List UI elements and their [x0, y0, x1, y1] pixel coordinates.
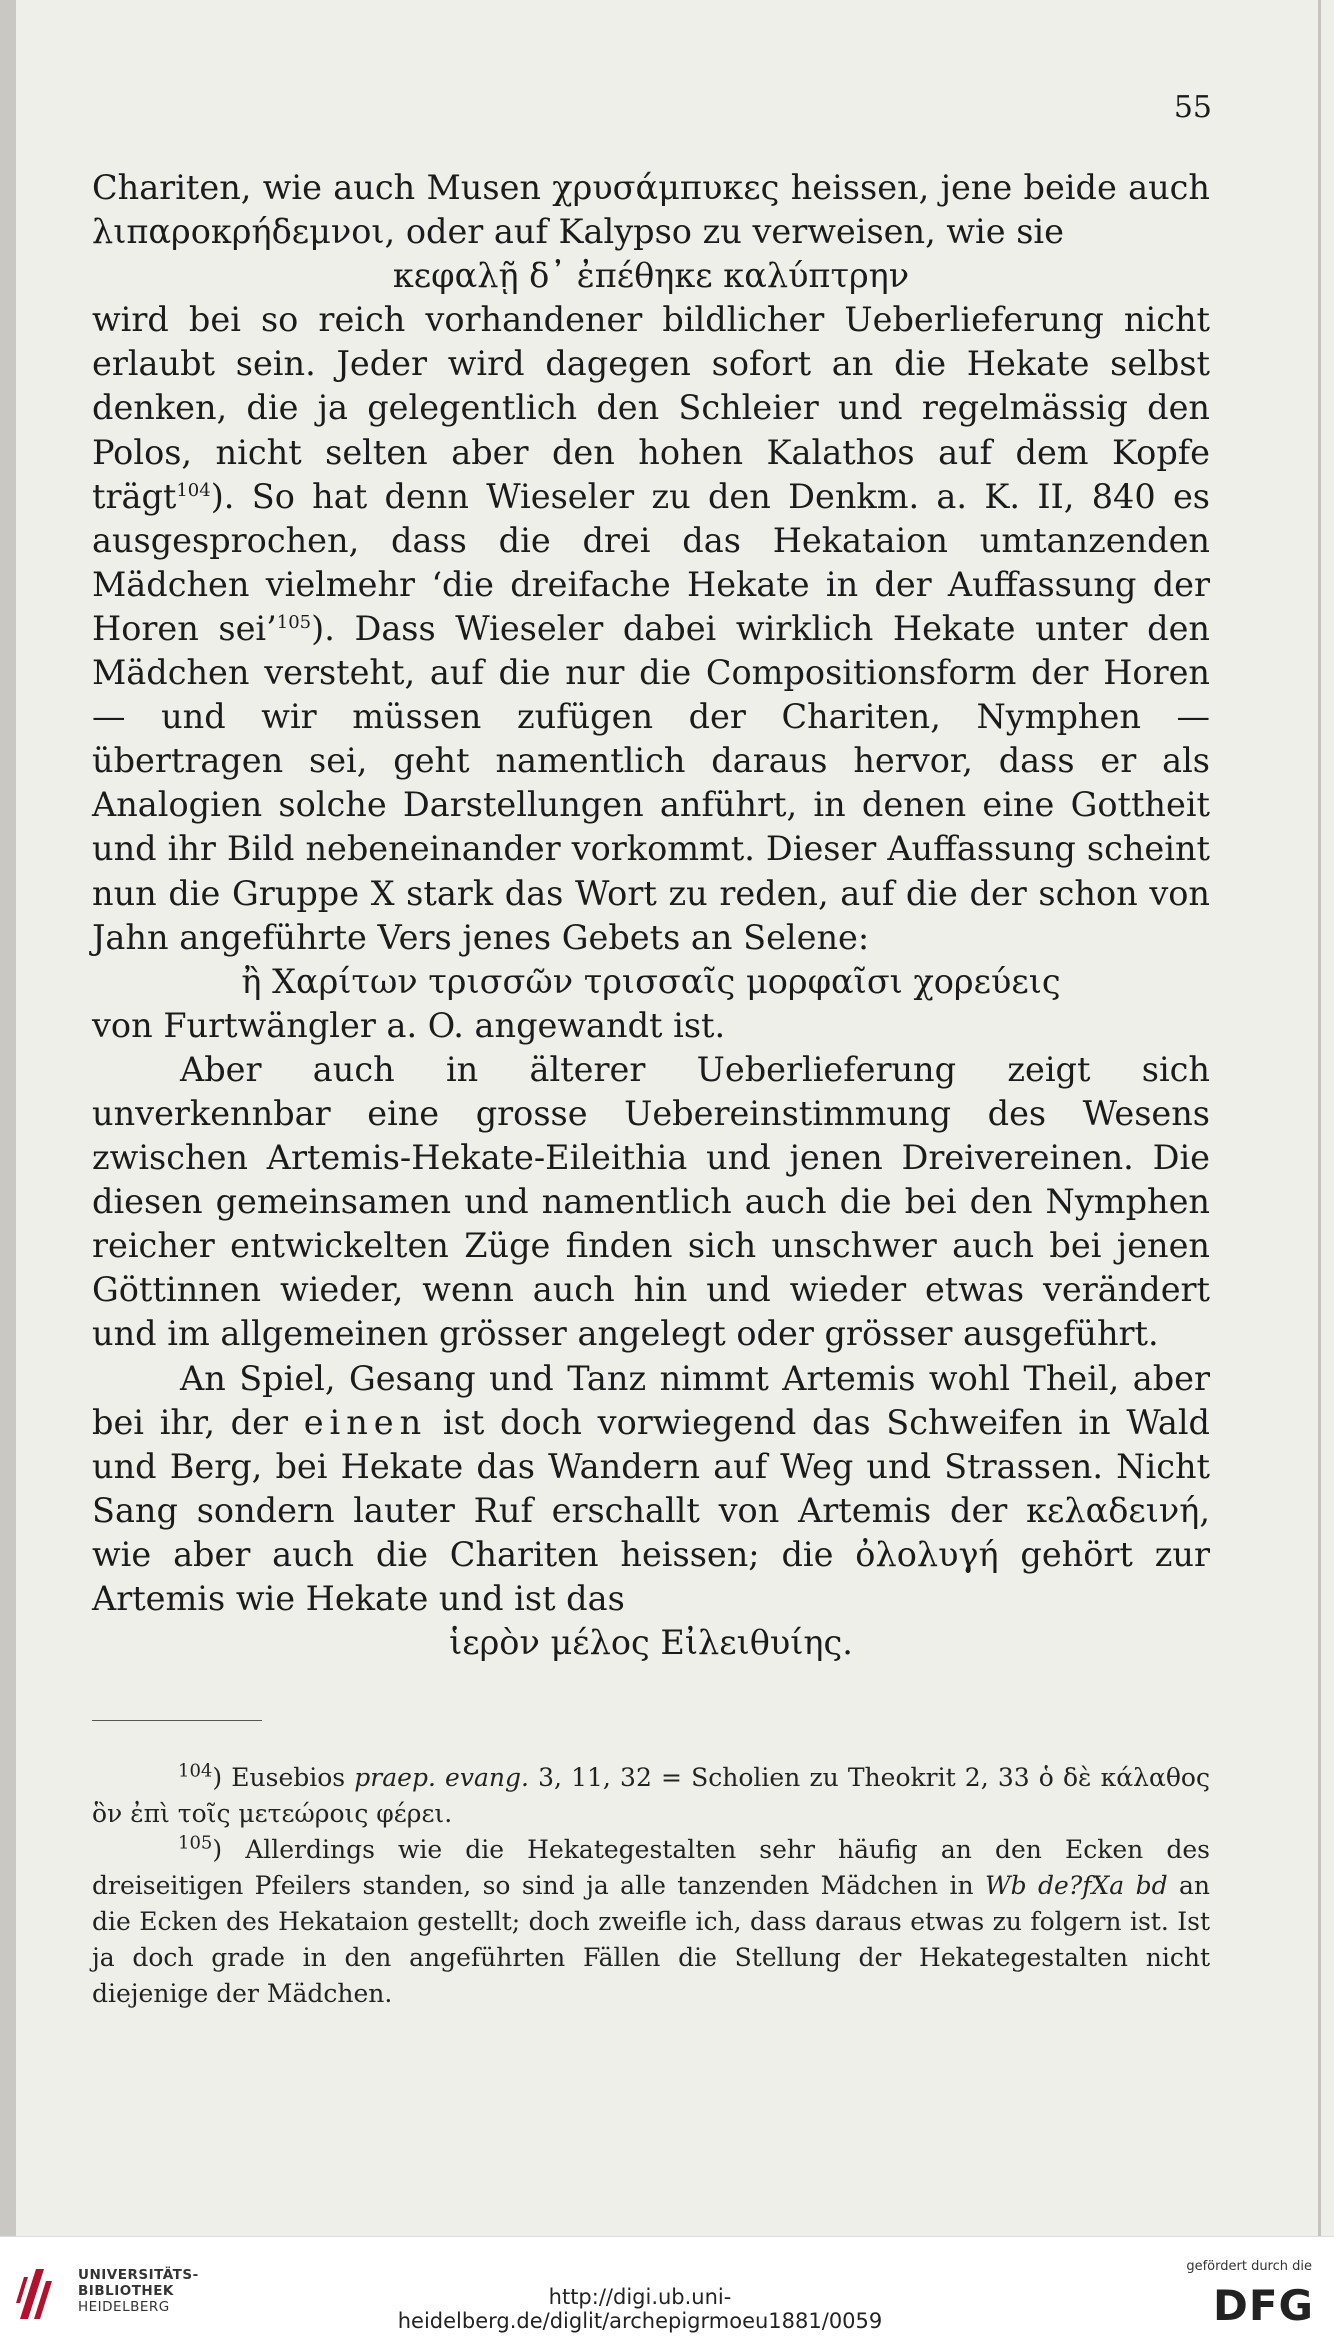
footnote-104-text-2: 3, 11, 32 = Scholien zu Theokrit 2, 33 ὁ δὲ κάλαθος ὃν ἐπὶ τοῖς μετεώροις φέρει. [92, 1763, 1210, 1828]
viewer-footer [0, 2236, 1334, 2340]
footnote-105-text-1: ) Allerdings wie die Hekategestalten sehr häufig an den Ecken des dreiseitigen Pfeilers standen, so sind ja alle tanzenden Mädchen in [92, 1835, 1210, 1900]
footnote-ref-104[interactable]: 104 [176, 479, 211, 501]
paragraph-3-emphasis: einen [303, 1402, 428, 1442]
greek-quote-1: κεφαλῇ δ᾿ ἐπέθηκε καλύπτρην [392, 256, 910, 296]
page-number: 55 [1173, 90, 1212, 125]
footnote-104-number: 104 [178, 1760, 213, 1782]
paragraph-3 [92, 1357, 1210, 1622]
library-name [78, 2267, 199, 2315]
funded-by-label: gefördert durch die [1186, 2259, 1312, 2274]
dfg-logo[interactable]: DFG [1212, 2281, 1314, 2330]
footnote-105-number: 105 [178, 1832, 213, 1854]
footnote-ref-105[interactable]: 105 [276, 611, 312, 633]
footnote-104-text-1: ) Eusebios [212, 1763, 355, 1792]
paragraph-1b-text-3: ). Dass Wieseler dabei wirklich Hekate unter den Mädchen versteht, auf die nur die Compositionsform der Horen — und wir müssen zufügen der Chariten, Nymphen — übertragen sei, geht namentlich daraus hervor, dass er als Analogien solche Darstellungen anführt, in denen eine Gottheit und ihr Bild nebeneinander vorkommt. Dieser Auffassung scheint nun die Gruppe X stark das Wort zu reden, auf die der schon von Jahn angeführte Vers jenes Gebets an Selene: [92, 608, 1210, 957]
library-name-line-2: BIBLIOTHEK [78, 2283, 174, 2299]
paragraph-1c: von Furtwängler a. O. angewandt ist. [92, 1005, 726, 1045]
permalink-url[interactable]: http://digi.ub.uni-heidelberg.de/diglit/archepigrmoeu1881/0059 [397, 2285, 883, 2333]
footnote-separator [92, 1720, 262, 1721]
footnote-105-italic-1: Wb de?fXa [984, 1871, 1125, 1900]
footnote-105-text-2: an die Ecken des Hekataion gestellt; doch zweifle ich, dass daraus etwas zu folgern ist. Ist ja doch grade in den angeführten Fällen die Stellung der Hekategestalten nicht diejenige der Mädchen. [92, 1871, 1210, 2008]
page-edge-line [1318, 0, 1321, 2236]
footnote-105-italic-2: bd [1135, 1871, 1168, 1900]
paragraph-3-text-1: An Spiel, Gesang und Tanz nimmt Artemis wohl Theil, aber bei ihr, der [92, 1358, 1210, 1442]
footnotes [92, 1760, 1210, 2012]
page-gutter-shadow [0, 0, 16, 2236]
paragraph-1b-text-1: wird bei so reich vorhandener bildlicher Ueberlieferung nicht erlaubt sein. Jeder wird dagegen sofort an die Hekate selbst denken, die ja gelegentlich den Schleier und regelmässig den Polos, nicht selten aber den hohen Kalathos auf dem Kopfe trägt [92, 300, 1210, 516]
library-name-line-1: UNIVERSITÄTS- [78, 2267, 199, 2283]
main-text [92, 166, 1210, 1665]
footnote-104-italic: praep. evang. [354, 1763, 529, 1792]
footnote-104 [92, 1760, 1210, 1832]
paragraph-1b-text-2: ). So hat denn Wieseler zu den Denkm. a. K. II, 840 es ausgesprochen, dass die drei das Hekataion umtanzenden Mädchen vielmehr ‘die dreifache Hekate in der Auffassung der Horen sei’ [92, 476, 1210, 648]
paragraph-3-text-2: ist doch vorwiegend das Schweifen in Wald und Berg, bei Hekate das Wandern auf Weg und Strassen. Nicht Sang sondern lauter Ruf erschallt von Artemis der κελαδεινή, wie aber auch die Chariten heissen; die ὀλολυγή gehört zur Artemis wie Hekate und ist das [92, 1402, 1210, 1618]
greek-quote-3: ἱερὸν μέλος Εἰλειθυίης. [449, 1623, 853, 1663]
footnote-105 [92, 1832, 1210, 2012]
paragraph-2: Aber auch in älterer Ueberlieferung zeigt sich unverkennbar eine grosse Uebereinstimmung des Wesens zwischen Artemis-Hekate-Eileithia und jenen Dreivereinen. Die diesen gemeinsamen und namentlich auch die bei den Nymphen reicher entwickelten Züge finden sich unschwer auch bei jenen Göttinnen wieder, wenn auch hin und wieder etwas verändert und im allgemeinen grösser angelegt oder grösser ausgeführt. [92, 1049, 1210, 1354]
paragraph-1a: Chariten, wie auch Musen χρυσάμπυκες heissen, jene beide auch λιπαροκρήδεμνοι, oder auf Kalypso zu verweisen, wie sie [92, 168, 1210, 252]
university-library-logo-icon[interactable] [14, 2263, 58, 2323]
paragraph-1b [92, 298, 1210, 959]
library-name-line-3: HEIDELBERG [78, 2299, 170, 2315]
footnote-105-space [1124, 1871, 1135, 1900]
greek-quote-2: ἢ Χαρίτων τρισσῶν τρισσαῖς μορφαῖσι χορεύεις [241, 961, 1061, 1001]
